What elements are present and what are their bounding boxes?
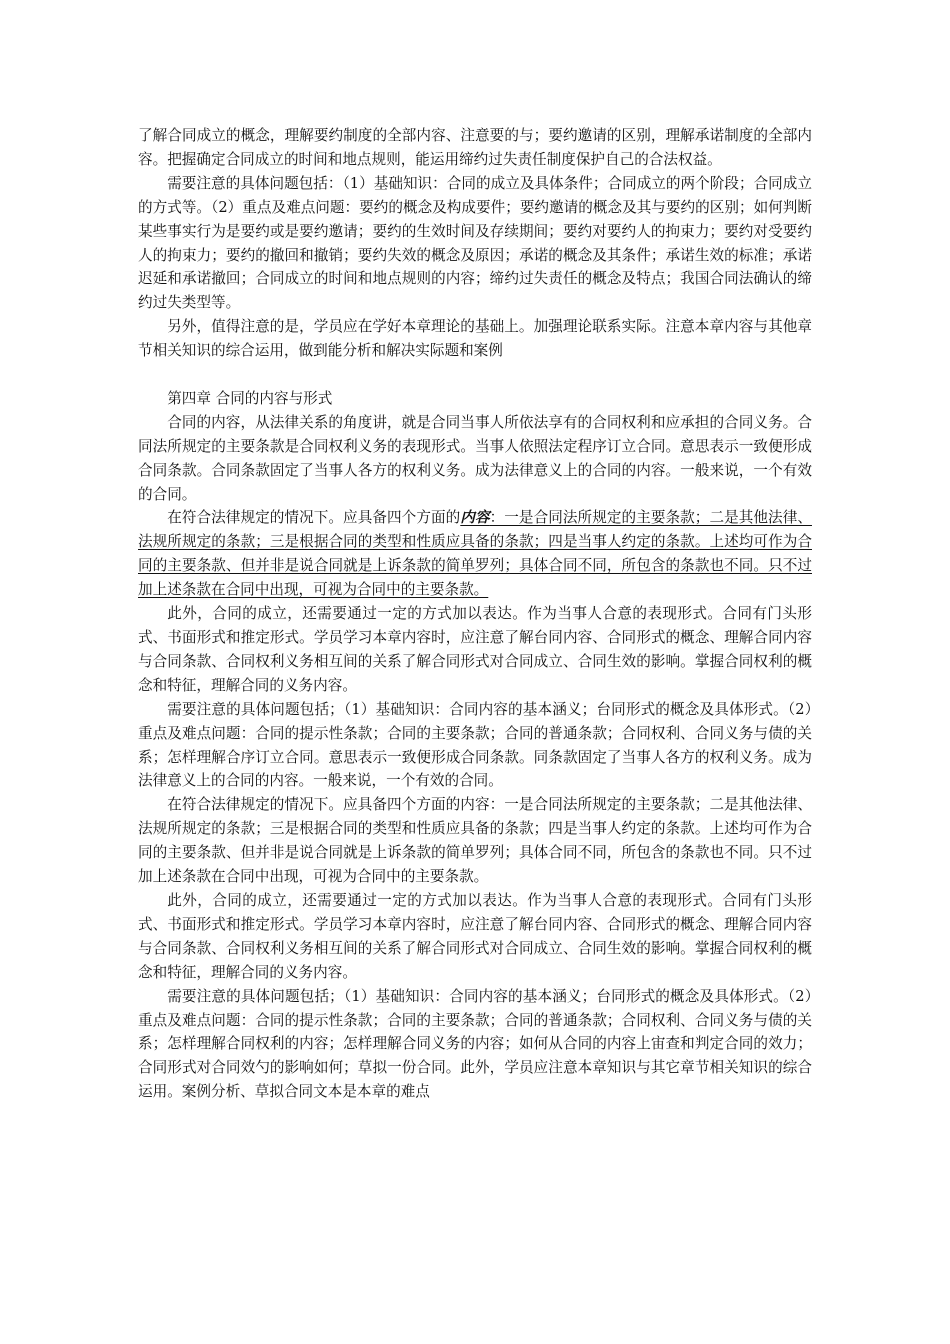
paragraph-chapter-intro: 合同的内容，从法律关系的角度讲，就是合同当事人所依法享有的合同权利和应承担的合同义务。合同法所规定的主要条款是合同权利义务的表现形式。当事人依照法定程序订立合同。意思表示一致便形成合同条款。合同条款固定了当事人各方的权利义务。成为法律意义上的合同的内容。一般来说，一个有效的合同。 (138, 413, 812, 503)
chapter-title: 第四章 合同的内容与形式 (167, 389, 333, 407)
highlight-prefix: 在符合法律规定的情况下。应具备四个方面的 (167, 509, 461, 527)
paragraph-highlight (138, 506, 812, 602)
paragraph-issues-3: 需要注意的具体问题包括；（1）基础知识：合同内容的基本涵义；台同形式的概念及具体形式。（2）重点及难点问题：合同的提示性条款；合同的主要条款；合同的普通条款；合同权利、合同义务与债的关系；怎样理解合同权利的内容；怎样理解合同义务的内容；如何从合同的内容上宙查和判定合同的效力；合同形式对合同效勺的影响如何；草拟一份合同。此外，学员应注意本章知识与其它章节相关知识的综合运用。案例分析、草拟合同文本是本章的难点 (138, 987, 812, 1101)
paragraph-clauses: 在符合法律规定的情况下。应具备四个方面的内容：一是合同法所规定的主要条款；二是其他法律、法规所规定的条款；三是根据合同的类型和性质应具备的条款；四是当事人约定的条款。上述均可作为合同的主要条款、但并非是说合同就是上诉条款的简单罗列；具体合同不同，所包含的条款也不同。只不过加上述条款在合同中出现，可视为合同中的主要条款。 (138, 796, 812, 886)
paragraph-issues: 需要注意的具体问题包括：（1）基础知识：合同的成立及具体条件；合同成立的两个阶段；合同成立的方式等。（2）重点及难点问题：要约的概念及构成要件；要约邀请的概念及其与要约的区别；如何判断某些事实行为是要约或是要约邀请；要约的生效时间及存续期间；要约对要约人的拘束力；要约对受要约人的拘束力；要约的撤回和撤销；要约失效的概念及原因；承诺的概念及其条件；承诺生效的标准；承诺迟延和承诺撤回；合同成立的时间和地点规则的内容；缔约过失责任的概念及特点；我国合同法确认的缔约过失类型等。 (138, 174, 812, 312)
paragraph-note: 另外，值得注意的是，学员应在学好本章理论的基础上。加强理论联系实际。注意本章内容与其他章节相关知识的综合运用，做到能分析和解决实际题和案例 (138, 318, 812, 360)
paragraph-issues-2: 需要注意的具体问题包括；（1）基础知识：合同内容的基本涵义；台同形式的概念及具体形式。（2）重点及难点问题：合同的提示性条款；合同的主要条款；合同的普通条款；合同权利、合同义务与债的关系；怎样理解合序订立合同。意思表示一致便形成合同条款。同条款固定了当事人各方的权利义务。成为法律意义上的合同的内容。一般来说，一个有效的合同。 (138, 700, 812, 790)
blank-line (138, 363, 812, 387)
highlight-emphasis: 内容 (460, 509, 490, 527)
highlight-rest: ：一是合同法所规定的主要条款；二是其他法律、法规所规定的条款；三是根据合同的类型和性质应具备的条款；四是当事人约定的条款。上述均可作为合同的主要条款、但并非是说合同就是上诉条款的简单罗列；具体合同不同，所包含的条款也不同。只不过加上述条款在合同中出现，可视为合同中的主要条款。 (138, 509, 812, 599)
document-page (138, 124, 812, 1104)
paragraph-form-2: 此外，合同的成立，还需要通过一定的方式加以表达。作为当事人合意的表现形式。合同有门头形式、书面形式和推定形式。学员学习本章内容时，应注意了解台同内容、合同形式的概念、理解合同内容与合同条款、合同权利义务相互间的关系了解合同形式对合同成立、合同生效的影响。掌握合同权利的概念和特征，理解合同的义务内容。 (138, 891, 812, 981)
paragraph-intro: 了解合同成立的概念，理解要约制度的全部内容、注意要的与；要约邀请的区别，理解承诺制度的全部内容。把握确定合同成立的时间和地点规则，能运用缔约过失责任制度保护自己的合法权益。 (138, 127, 812, 168)
paragraph-form: 此外，合同的成立，还需要通过一定的方式加以表达。作为当事人合意的表现形式。合同有门头形式、书面形式和推定形式。学员学习本章内容时，应注意了解台同内容、合同形式的概念、理解合同内容与合同条款、合同权利义务相互间的关系了解合同形式对合同成立、合同生效的影响。掌握合同权利的概念和特征，理解合同的义务内容。 (138, 605, 812, 694)
